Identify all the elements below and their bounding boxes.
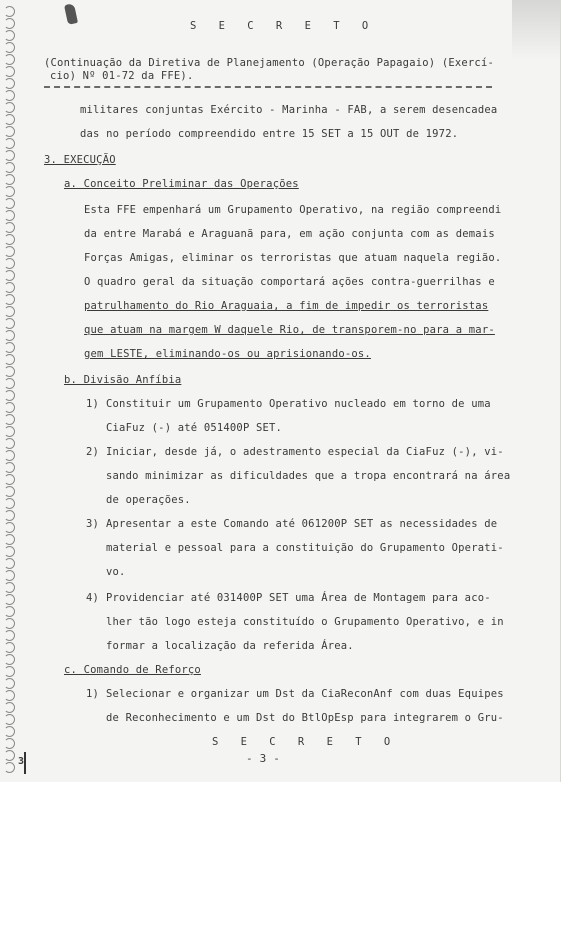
binder-hole xyxy=(4,498,15,509)
binder-hole xyxy=(4,618,15,629)
binder-hole xyxy=(4,450,15,461)
item-b2-line: Iniciar, desde já, o adestramento especial da CiaFuz (-), vi- xyxy=(106,446,504,458)
binder-hole xyxy=(4,234,15,245)
item-b2-line: de operações. xyxy=(106,494,191,506)
item-a-line: O quadro geral da situação comportará ações contra-guerrilhas e xyxy=(84,276,495,288)
item-b2-num: 2) xyxy=(86,446,100,458)
item-c1-line: de Reconhecimento e um Dst do BtlOpEsp para integrarem o Gru- xyxy=(106,712,504,724)
binder-hole xyxy=(4,690,15,701)
binder-hole xyxy=(4,666,15,677)
section-3-title: 3. EXECUÇÃO xyxy=(44,154,116,166)
item-b4-num: 4) xyxy=(86,592,100,604)
binder-hole xyxy=(4,510,15,521)
binder-hole xyxy=(4,474,15,485)
binder-hole xyxy=(4,306,15,317)
binder-hole xyxy=(4,294,15,305)
binder-hole xyxy=(4,534,15,545)
binder-hole xyxy=(4,606,15,617)
binder-hole xyxy=(4,6,15,17)
item-a-line: patrulhamento do Rio Araguaia, a fim de impedir os terroristas xyxy=(84,300,489,312)
binder-hole xyxy=(4,654,15,665)
binder-hole xyxy=(4,102,15,113)
item-b3-num: 3) xyxy=(86,518,100,530)
binder-hole xyxy=(4,330,15,341)
binder-hole xyxy=(4,630,15,641)
margin-rule xyxy=(24,752,26,774)
binder-hole xyxy=(4,282,15,293)
binder-hole xyxy=(4,642,15,653)
item-a-title: a. Conceito Preliminar das Operações xyxy=(64,178,299,190)
binder-hole xyxy=(4,558,15,569)
binder-hole xyxy=(4,354,15,365)
item-b3-line: Apresentar a este Comando até 061200P SET as necessidades de xyxy=(106,518,498,530)
binder-hole xyxy=(4,198,15,209)
binder-holes xyxy=(4,6,18,776)
binder-hole xyxy=(4,462,15,473)
binder-hole xyxy=(4,186,15,197)
binder-hole xyxy=(4,582,15,593)
ink-smudge xyxy=(64,3,78,25)
dashed-separator xyxy=(44,86,492,88)
item-a-line: Forças Amigas, eliminar os terroristas que atuam naquela região. xyxy=(84,252,502,264)
binder-hole xyxy=(4,402,15,413)
item-a-line: que atuam na margem W daquele Rio, de transporem-no para a mar- xyxy=(84,324,495,336)
binder-hole xyxy=(4,522,15,533)
item-b4-line: lher tão logo esteja constituído o Grupamento Operativo, e in xyxy=(106,616,504,628)
binder-hole xyxy=(4,438,15,449)
binder-hole xyxy=(4,258,15,269)
item-b-title: b. Divisão Anfíbia xyxy=(64,374,182,386)
body-line-2: das no período compreendido entre 15 SET a 15 OUT de 1972. xyxy=(80,128,459,140)
binder-hole xyxy=(4,318,15,329)
binder-hole xyxy=(4,222,15,233)
binder-hole xyxy=(4,486,15,497)
binder-hole xyxy=(4,378,15,389)
body-line-1: militares conjuntas Exército - Marinha - FAB, a serem desencadea xyxy=(80,104,498,116)
binder-hole xyxy=(4,726,15,737)
item-c-title: c. Comando de Reforço xyxy=(64,664,201,676)
binder-hole xyxy=(4,546,15,557)
intro-line-1: (Continuação da Diretiva de Planejamento (Operação Papagaio) (Exercí- xyxy=(44,57,494,69)
item-b1-line: Constituir um Grupamento Operativo nucleado em torno de uma xyxy=(106,398,491,410)
binder-hole xyxy=(4,702,15,713)
item-c1-num: 1) xyxy=(86,688,100,700)
binder-hole xyxy=(4,174,15,185)
binder-hole xyxy=(4,114,15,125)
classification-footer: S E C R E T O xyxy=(212,736,399,748)
classification-header: S E C R E T O xyxy=(190,20,377,32)
binder-hole xyxy=(4,210,15,221)
binder-hole xyxy=(4,390,15,401)
binder-hole xyxy=(4,150,15,161)
binder-hole xyxy=(4,126,15,137)
binder-hole xyxy=(4,162,15,173)
item-b4-line: formar a localização da referida Área. xyxy=(106,640,354,652)
binder-hole xyxy=(4,78,15,89)
item-b3-line: vo. xyxy=(106,566,126,578)
binder-hole xyxy=(4,246,15,257)
binder-hole xyxy=(4,714,15,725)
binder-hole xyxy=(4,54,15,65)
binder-hole xyxy=(4,750,15,761)
binder-hole xyxy=(4,366,15,377)
binder-hole xyxy=(4,414,15,425)
binder-hole xyxy=(4,18,15,29)
item-b1-line: CiaFuz (-) até 051400P SET. xyxy=(106,422,283,434)
binder-hole xyxy=(4,66,15,77)
item-b3-line: material e pessoal para a constituição do Grupamento Operati- xyxy=(106,542,504,554)
binder-hole xyxy=(4,342,15,353)
item-b4-line: Providenciar até 031400P SET uma Área de Montagem para aco- xyxy=(106,592,491,604)
intro-line-2: cio) Nº 01-72 da FFE). xyxy=(50,70,194,82)
binder-hole xyxy=(4,762,15,773)
page-edge-shadow xyxy=(512,0,560,60)
binder-hole xyxy=(4,738,15,749)
binder-hole xyxy=(4,678,15,689)
binder-hole xyxy=(4,570,15,581)
item-a-line: gem LESTE, eliminando-os ou aprisionando-os. xyxy=(84,348,371,360)
page-number: - 3 - xyxy=(246,752,281,765)
margin-page-number: 3 xyxy=(18,756,25,767)
binder-hole xyxy=(4,30,15,41)
binder-hole xyxy=(4,42,15,53)
binder-hole xyxy=(4,270,15,281)
item-b2-line: sando minimizar as dificuldades que a tropa encontrará na área xyxy=(106,470,511,482)
item-b1-num: 1) xyxy=(86,398,100,410)
binder-hole xyxy=(4,90,15,101)
item-a-line: Esta FFE empenhará um Grupamento Operativo, na região compreendi xyxy=(84,204,502,216)
item-a-line: da entre Marabá e Araguanã para, em ação conjunta com as demais xyxy=(84,228,495,240)
binder-hole xyxy=(4,594,15,605)
item-c1-line: Selecionar e organizar um Dst da CiaReconAnf com duas Equipes xyxy=(106,688,504,700)
binder-hole xyxy=(4,138,15,149)
binder-hole xyxy=(4,426,15,437)
